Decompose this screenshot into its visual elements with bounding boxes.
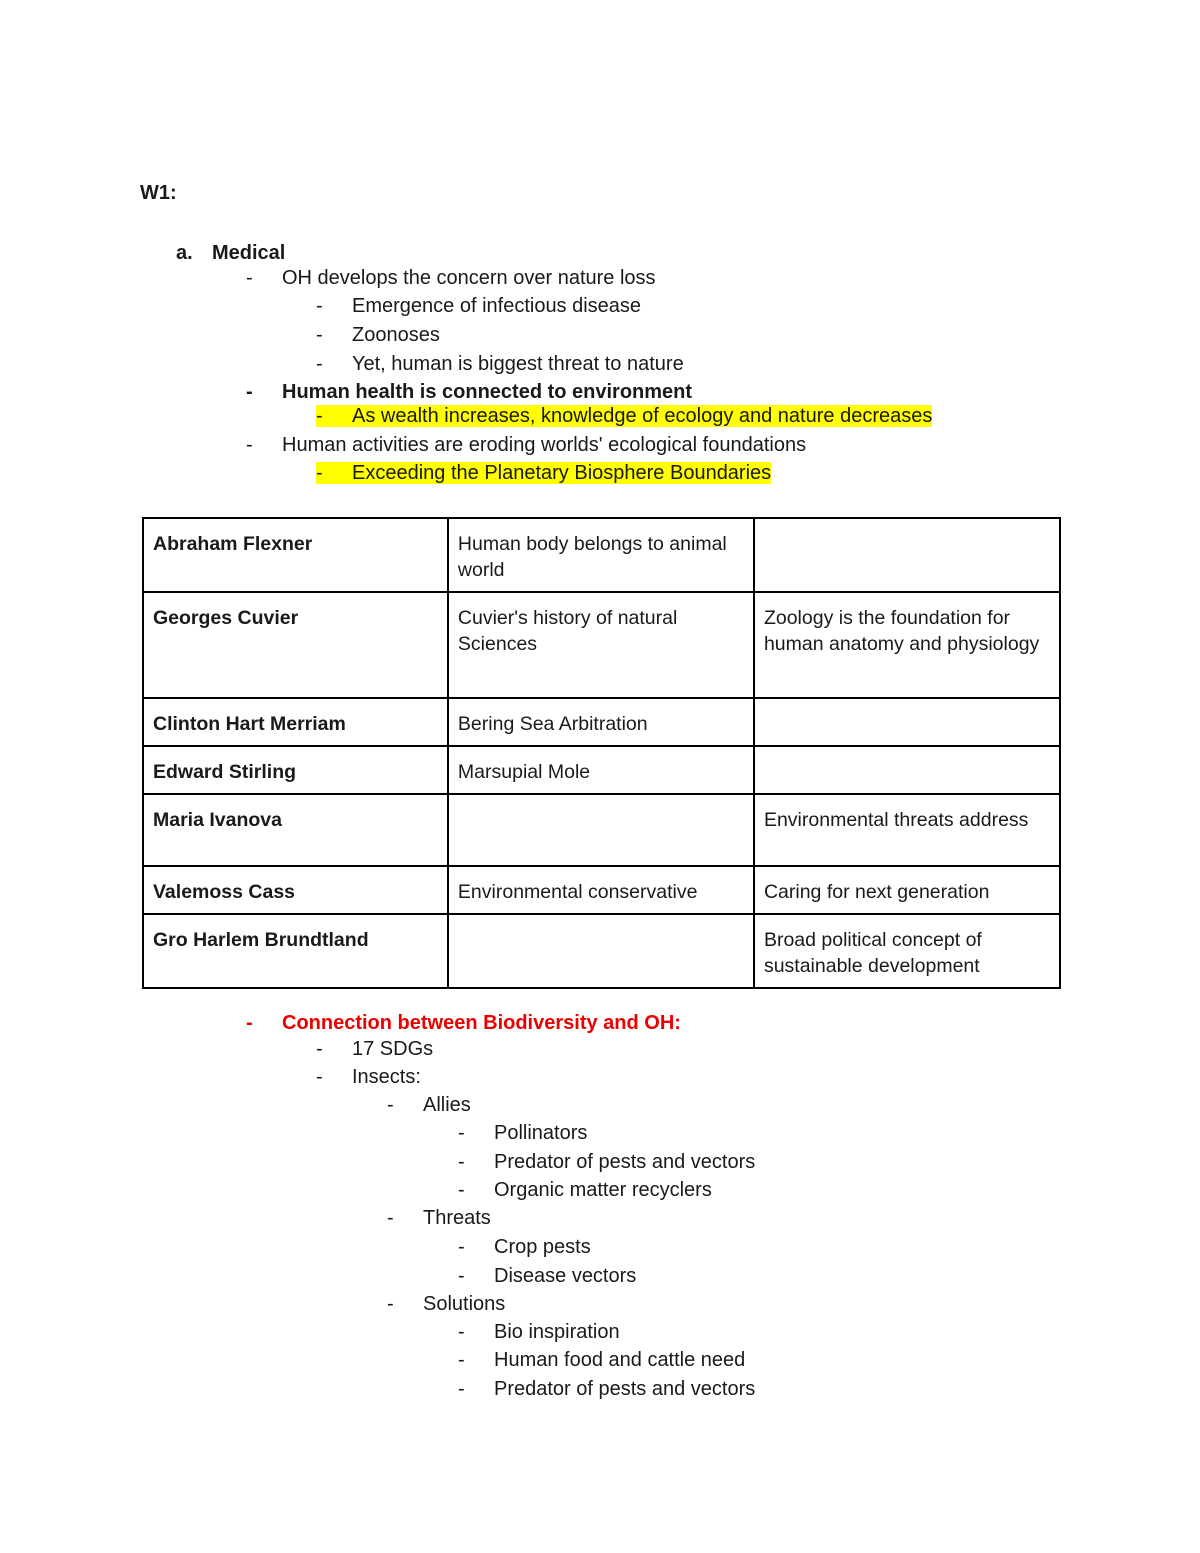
list-item-text: Exceeding the Planetary Biosphere Boundaries <box>352 462 772 484</box>
list-item-text: 17 SDGs <box>352 1038 434 1060</box>
table-cell-note <box>754 698 1060 746</box>
bullet-dash: - <box>458 1349 465 1371</box>
table-cell-name: Georges Cuvier <box>143 592 448 698</box>
table-row <box>143 914 1060 988</box>
list-item <box>458 1320 620 1344</box>
list-item <box>246 266 656 290</box>
list-item-text: Allies <box>423 1094 471 1116</box>
list-item <box>387 1206 491 1230</box>
bullet-dash: - <box>458 1151 465 1173</box>
list-item <box>316 1037 433 1061</box>
list-item-text: As wealth increases, knowledge of ecology and nature decreases <box>352 405 933 427</box>
bullet-dash: - <box>387 1293 394 1315</box>
table-cell-topic: Cuvier's history of natural Sciences <box>448 592 754 698</box>
list-item-text: Organic matter recyclers <box>494 1179 712 1201</box>
list-item <box>458 1121 587 1145</box>
list-item <box>458 1264 636 1288</box>
table-row <box>143 518 1060 592</box>
bullet-dash: - <box>316 353 323 375</box>
table-cell-name: Clinton Hart Merriam <box>143 698 448 746</box>
list-item-text: Solutions <box>423 1293 506 1315</box>
list-item-text: Human health is connected to environment <box>282 381 693 403</box>
bullet-dash: - <box>246 434 253 456</box>
bullet-dash: - <box>458 1122 465 1144</box>
list-heading-red <box>246 1011 681 1035</box>
bullet-dash: - <box>246 267 253 289</box>
list-item <box>458 1235 591 1259</box>
list-item <box>387 1093 471 1117</box>
table-row <box>143 746 1060 794</box>
bullet-dash: - <box>246 1012 253 1034</box>
table-cell-topic: Environmental conservative <box>448 866 754 914</box>
table-cell-topic <box>448 794 754 866</box>
list-item <box>387 1292 505 1316</box>
bullet-dash: - <box>246 381 253 403</box>
list-item-text: OH develops the concern over nature loss <box>282 267 656 289</box>
list-item <box>458 1377 755 1401</box>
section-label: Medical <box>212 242 286 264</box>
bullet-dash: - <box>316 324 323 346</box>
list-item-text: Emergence of infectious disease <box>352 295 642 317</box>
bullet-dash: - <box>316 462 323 484</box>
table-cell-name: Edward Stirling <box>143 746 448 794</box>
bullet-dash: - <box>316 405 323 427</box>
bullet-dash: - <box>387 1094 394 1116</box>
table-cell-note: Environmental threats address <box>754 794 1060 866</box>
list-item <box>246 433 806 457</box>
list-item <box>246 380 692 404</box>
list-item-text: Disease vectors <box>494 1265 637 1287</box>
bullet-dash: - <box>458 1265 465 1287</box>
table-cell-note: Zoology is the foundation for human anatomy and physiology <box>754 592 1060 698</box>
page-title: W1: <box>140 182 177 204</box>
list-item-text: Pollinators <box>494 1122 588 1144</box>
list-item-text: Human food and cattle need <box>494 1349 746 1371</box>
table-row <box>143 698 1060 746</box>
list-item-highlighted <box>316 461 771 485</box>
bullet-dash: - <box>316 1066 323 1088</box>
table-cell-name: Abraham Flexner <box>143 518 448 592</box>
list-item-text: Bio inspiration <box>494 1321 620 1343</box>
list-item-text: Connection between Biodiversity and OH: <box>282 1012 681 1034</box>
section-marker: a. <box>176 242 193 264</box>
bullet-dash: - <box>387 1207 394 1229</box>
list-item-highlighted <box>316 404 932 428</box>
table-cell-topic: Marsupial Mole <box>448 746 754 794</box>
list-item-text: Threats <box>423 1207 491 1229</box>
list-item-text: Predator of pests and vectors <box>494 1378 756 1400</box>
list-item <box>316 1065 421 1089</box>
list-item <box>458 1150 755 1174</box>
bullet-dash: - <box>458 1378 465 1400</box>
table-cell-name: Gro Harlem Brundtland <box>143 914 448 988</box>
list-item <box>458 1348 745 1372</box>
table-row <box>143 866 1060 914</box>
list-item <box>316 352 684 376</box>
table-cell-note <box>754 746 1060 794</box>
table-cell-topic: Bering Sea Arbitration <box>448 698 754 746</box>
list-item-text: Insects: <box>352 1066 421 1088</box>
list-item-text: Yet, human is biggest threat to nature <box>352 353 684 375</box>
bullet-dash: - <box>458 1236 465 1258</box>
bullet-dash: - <box>458 1179 465 1201</box>
bullet-dash: - <box>316 295 323 317</box>
table-cell-note: Caring for next generation <box>754 866 1060 914</box>
list-item <box>316 323 440 347</box>
table-cell-name: Maria Ivanova <box>143 794 448 866</box>
list-item <box>316 294 641 318</box>
list-item-text: Crop pests <box>494 1236 591 1258</box>
table-row <box>143 592 1060 698</box>
bullet-dash: - <box>458 1321 465 1343</box>
table-cell-note: Broad political concept of sustainable development <box>754 914 1060 988</box>
list-item-text: Human activities are eroding worlds' ecological foundations <box>282 434 807 456</box>
people-table <box>142 517 1061 989</box>
section-heading <box>176 242 285 265</box>
table-cell-name: Valemoss Cass <box>143 866 448 914</box>
bullet-dash: - <box>316 1038 323 1060</box>
list-item-text: Zoonoses <box>352 324 440 346</box>
list-item <box>458 1178 712 1202</box>
table-cell-topic: Human body belongs to animal world <box>448 518 754 592</box>
table-cell-topic <box>448 914 754 988</box>
table-row <box>143 794 1060 866</box>
list-item-text: Predator of pests and vectors <box>494 1151 756 1173</box>
table-cell-note <box>754 518 1060 592</box>
